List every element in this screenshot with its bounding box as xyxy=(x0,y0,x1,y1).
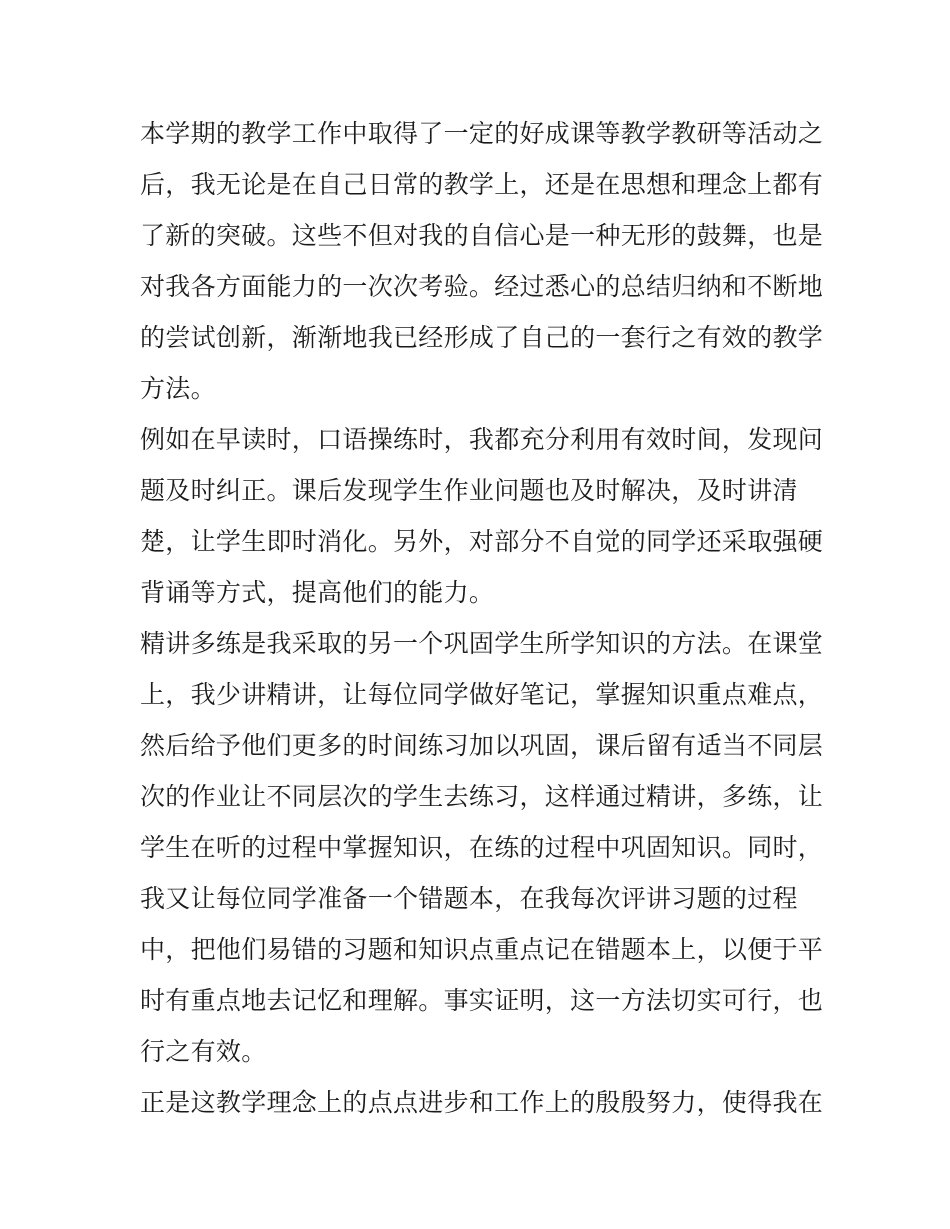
text-line: 例如在早读时，口语操练时，我都充分利用有效时间，发现问 xyxy=(140,425,824,454)
text-line: 精讲多练是我采取的另一个巩固学生所学知识的方法。在课堂 xyxy=(140,629,824,658)
text-line: 中，把他们易错的习题和知识点重点记在错题本上，以便于平 xyxy=(140,935,824,964)
paragraph-2 xyxy=(140,414,824,618)
paragraph-3 xyxy=(140,618,824,1077)
text-line: 后，我无论是在自己日常的教学上，还是在思想和理念上都有 xyxy=(140,170,824,199)
paragraph-1 xyxy=(140,108,824,414)
text-line: 正是这教学理念上的点点进步和工作上的殷殷努力，使得我在 xyxy=(140,1088,824,1117)
text-line: 上，我少讲精讲，让每位同学做好笔记，掌握知识重点难点， xyxy=(140,680,824,709)
text-line: 我又让每位同学准备一个错题本，在我每次评讲习题的过程 xyxy=(140,884,798,913)
text-line: 次的作业让不同层次的学生去练习，这样通过精讲，多练，让 xyxy=(140,782,824,811)
text-line: 方法。 xyxy=(140,374,216,403)
text-line: 行之有效。 xyxy=(140,1037,267,1066)
text-line: 题及时纠正。课后发现学生作业问题也及时解决，及时讲清 xyxy=(140,476,798,505)
paragraph-4 xyxy=(140,1077,824,1128)
document-body xyxy=(140,108,824,1128)
text-line: 时有重点地去记忆和理解。事实证明，这一方法切实可行，也 xyxy=(140,986,824,1015)
text-line: 的尝试创新，渐渐地我已经形成了自己的一套行之有效的教学 xyxy=(140,323,824,352)
text-line: 对我各方面能力的一次次考验。经过悉心的总结归纳和不断地 xyxy=(140,272,824,301)
text-line: 学生在听的过程中掌握知识，在练的过程中巩固知识。同时， xyxy=(140,833,824,862)
text-line: 楚，让学生即时消化。另外，对部分不自觉的同学还采取强硬 xyxy=(140,527,824,556)
text-line: 背诵等方式，提高他们的能力。 xyxy=(140,578,495,607)
text-line: 然后给予他们更多的时间练习加以巩固，课后留有适当不同层 xyxy=(140,731,824,760)
text-line: 了新的突破。这些不但对我的自信心是一种无形的鼓舞，也是 xyxy=(140,221,824,250)
text-line: 本学期的教学工作中取得了一定的好成课等教学教研等活动之 xyxy=(140,119,824,148)
